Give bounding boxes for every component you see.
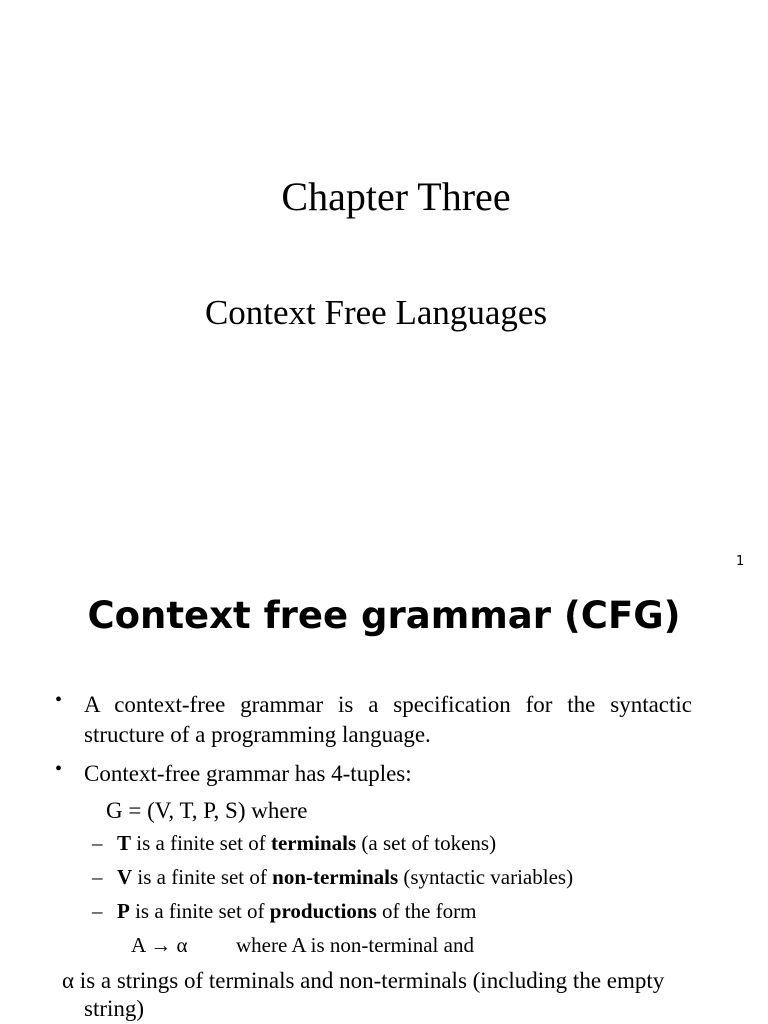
tuple-definition: G = (V, T, P, S) where: [106, 798, 308, 823]
list-item: [117, 865, 573, 890]
bullet-text: A context-free grammar is a specification for the syntactic structure of a programming language.: [84, 692, 692, 747]
chapter-title: Chapter Three: [281, 174, 511, 219]
item-symbol: T: [117, 831, 132, 855]
list-item: [117, 899, 477, 924]
dash-marker: –: [92, 899, 103, 923]
item-symbol: P: [117, 899, 130, 923]
item-note: (syntactic variables): [398, 865, 574, 889]
bullet-marker: •: [55, 689, 63, 711]
item-text: is a finite set of: [131, 831, 271, 855]
item-text: is a finite set of: [132, 865, 273, 889]
dash-marker: –: [92, 865, 103, 889]
item-note: of the form: [376, 899, 477, 923]
item-term: non-terminals: [272, 865, 399, 889]
production-rule: A → α: [131, 933, 188, 957]
dash-marker: –: [92, 831, 103, 855]
item-term: terminals: [270, 831, 357, 855]
item-note: (a set of tokens): [356, 831, 497, 855]
chapter-subtitle: Context Free Languages: [204, 293, 548, 332]
item-term: productions: [269, 899, 377, 923]
slide-title: Context free grammar (CFG): [87, 594, 681, 637]
list-item: [117, 831, 496, 856]
bullet-text: Context-free grammar has 4-tuples:: [84, 761, 412, 786]
alpha-description: α is a strings of terminals and non-terminals (including the empty: [62, 968, 665, 993]
item-text: is a finite set of: [129, 899, 270, 923]
cfg-slide: [0, 576, 768, 1024]
item-symbol: V: [117, 865, 133, 889]
page-number: 1: [736, 554, 745, 569]
production-note: where A is non-terminal and: [236, 933, 474, 957]
bullet-marker: •: [55, 758, 63, 780]
alpha-description-continued: string): [84, 996, 145, 1021]
